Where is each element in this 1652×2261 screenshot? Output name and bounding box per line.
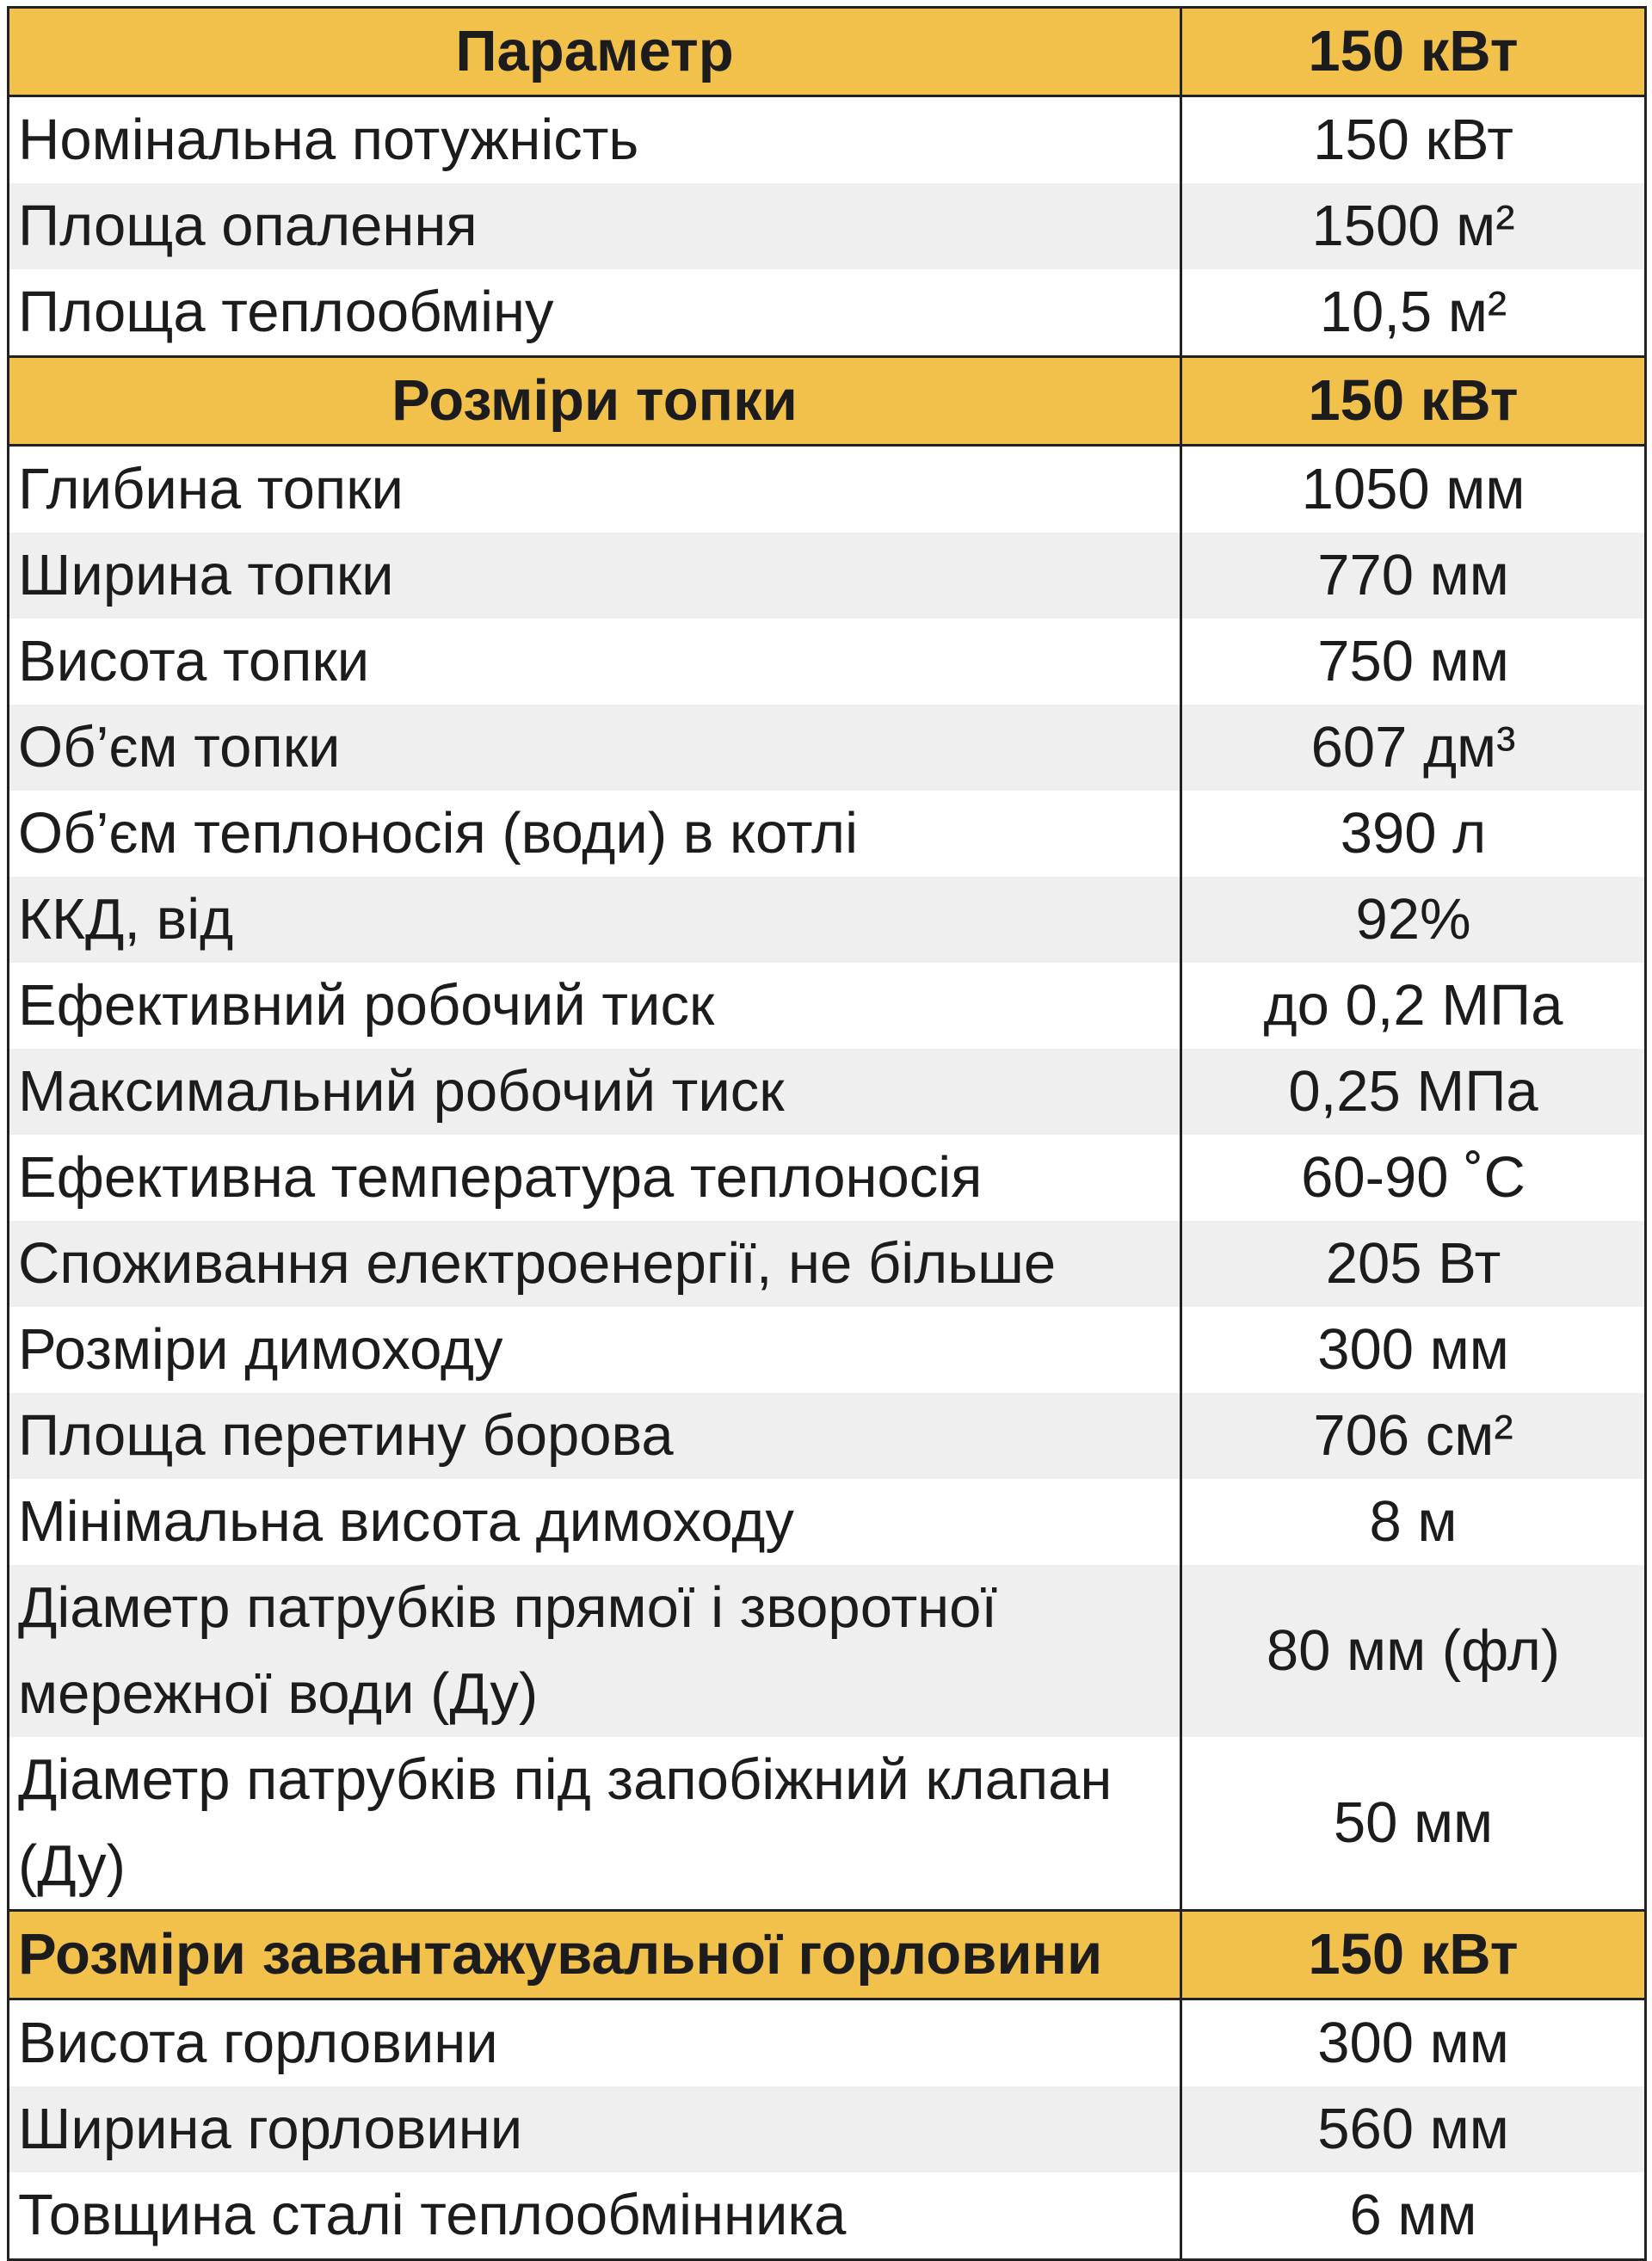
table-row — [9, 1221, 1646, 1307]
row-label: Глибина топки — [9, 446, 1181, 533]
table-row — [9, 183, 1646, 269]
row-label: Товщина сталі теплообмінника — [9, 2172, 1181, 2260]
row-value: 1050 мм — [1181, 446, 1646, 533]
section-header-value: 150 кВт — [1181, 8, 1646, 96]
table-row — [9, 533, 1646, 619]
row-label: Ширина топки — [9, 533, 1181, 619]
row-label: Номінальна потужність — [9, 96, 1181, 184]
table-row — [9, 446, 1646, 533]
section-header-value: 150 кВт — [1181, 357, 1646, 446]
row-value: 150 кВт — [1181, 96, 1646, 184]
row-value: 60-90 ˚С — [1181, 1135, 1646, 1221]
row-label: Мінімальна висота димоходу — [9, 1479, 1181, 1565]
row-value: 6 мм — [1181, 2172, 1646, 2260]
row-value: 770 мм — [1181, 533, 1646, 619]
row-label: Споживання електроенергії, не більше — [9, 1221, 1181, 1307]
table-row — [9, 705, 1646, 791]
row-label: Висота горловини — [9, 1999, 1181, 2087]
row-value: до 0,2 МПа — [1181, 963, 1646, 1049]
table-row — [9, 1393, 1646, 1479]
row-label: Площа опалення — [9, 183, 1181, 269]
row-label: Площа теплообміну — [9, 269, 1181, 357]
row-value: 80 мм (фл) — [1181, 1565, 1646, 1737]
boiler-spec-table — [7, 6, 1647, 2261]
table-row — [9, 2172, 1646, 2260]
row-value: 10,5 м² — [1181, 269, 1646, 357]
row-value: 0,25 МПа — [1181, 1049, 1646, 1135]
section-header-label: Розміри завантажувальної горловини — [9, 1911, 1181, 1999]
row-label: Об’єм топки — [9, 705, 1181, 791]
row-label: Діаметр патрубків під запобіжний клапан (Ду) — [9, 1737, 1181, 1911]
row-value: 205 Вт — [1181, 1221, 1646, 1307]
table-row — [9, 1999, 1646, 2087]
row-value: 607 дм³ — [1181, 705, 1646, 791]
row-label: ККД, від — [9, 877, 1181, 963]
row-value: 706 см² — [1181, 1393, 1646, 1479]
row-label: Ефективний робочий тиск — [9, 963, 1181, 1049]
section-header-label: Розміри топки — [9, 357, 1181, 446]
row-value: 50 мм — [1181, 1737, 1646, 1911]
row-label: Діаметр патрубків прямої і зворотної мережної води (Ду) — [9, 1565, 1181, 1737]
table-row — [9, 2086, 1646, 2172]
row-value: 300 мм — [1181, 1307, 1646, 1393]
table-row — [9, 1737, 1646, 1911]
row-value: 750 мм — [1181, 619, 1646, 705]
row-value: 560 мм — [1181, 2086, 1646, 2172]
row-label: Максимальний робочий тиск — [9, 1049, 1181, 1135]
row-label: Площа перетину борова — [9, 1393, 1181, 1479]
table-row — [9, 791, 1646, 877]
row-value: 8 м — [1181, 1479, 1646, 1565]
row-label: Об’єм теплоносія (води) в котлі — [9, 791, 1181, 877]
section-header-label: Параметр — [9, 8, 1181, 96]
table-row — [9, 619, 1646, 705]
table-row — [9, 963, 1646, 1049]
table-row — [9, 1307, 1646, 1393]
row-label: Розміри димоходу — [9, 1307, 1181, 1393]
table-row — [9, 96, 1646, 184]
table-row — [9, 1565, 1646, 1737]
row-value: 1500 м² — [1181, 183, 1646, 269]
table-row — [9, 877, 1646, 963]
row-value: 300 мм — [1181, 1999, 1646, 2087]
section-header-loading-door — [9, 1911, 1646, 1999]
section-header-value: 150 кВт — [1181, 1911, 1646, 1999]
section-header-parameter — [9, 8, 1646, 96]
row-label: Висота топки — [9, 619, 1181, 705]
row-value: 390 л — [1181, 791, 1646, 877]
table-row — [9, 1135, 1646, 1221]
table-row — [9, 1479, 1646, 1565]
row-label: Ефективна температура теплоносія — [9, 1135, 1181, 1221]
row-value: 92% — [1181, 877, 1646, 963]
table-row — [9, 269, 1646, 357]
table-row — [9, 1049, 1646, 1135]
section-header-firebox — [9, 357, 1646, 446]
row-label: Ширина горловини — [9, 2086, 1181, 2172]
